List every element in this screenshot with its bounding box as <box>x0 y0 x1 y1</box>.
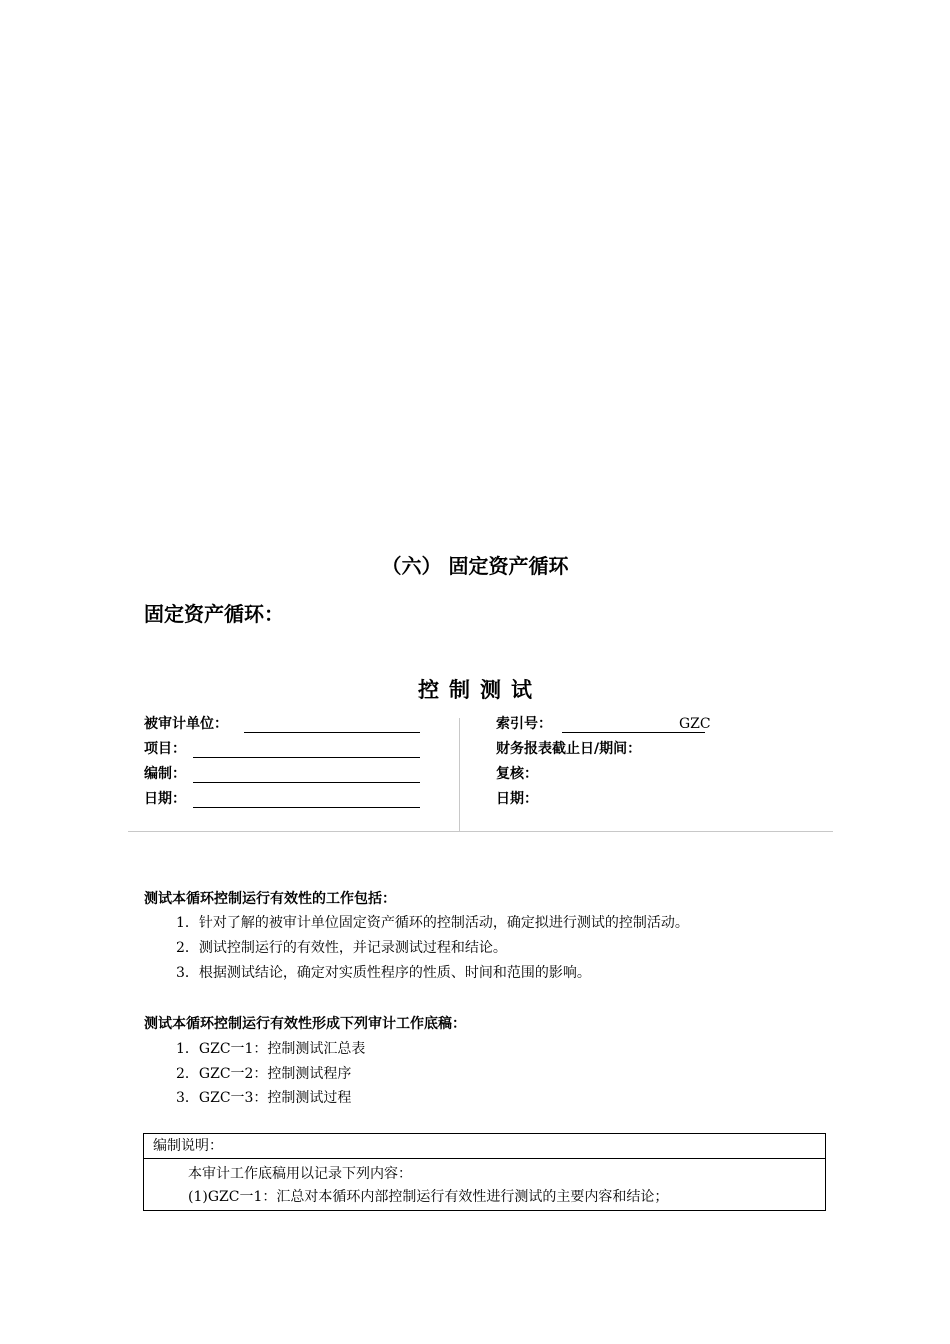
work-scope-item: 1．针对了解的被审计单位固定资产循环的控制活动，确定拟进行测试的控制活动。 <box>176 915 689 931</box>
workpaper-item: 1．GZC一1：控制测试汇总表 <box>176 1041 366 1057</box>
workpapers-heading: 测试本循环控制运行有效性形成下列审计工作底稿： <box>144 1016 466 1032</box>
section-title: （六） 固定资产循环 <box>381 554 569 578</box>
notes-heading: 编制说明： <box>144 1134 825 1159</box>
reviewer-label: 复核： <box>496 766 538 782</box>
header-divider-horizontal <box>128 831 833 832</box>
notes-line: (1)GZC一1：汇总对本循环内部控制运行有效性进行测试的主要内容和结论； <box>188 1189 669 1205</box>
date-line-left[interactable] <box>193 807 420 808</box>
notes-box <box>143 1133 826 1211</box>
work-scope-heading: 测试本循环控制运行有效性的工作包括： <box>144 891 396 907</box>
audited-unit-line[interactable] <box>244 732 420 733</box>
period-label: 财务报表截止日/期间： <box>496 741 642 757</box>
project-label: 项目： <box>144 741 186 757</box>
notes-line: 本审计工作底稿用以记录下列内容： <box>188 1166 412 1182</box>
workpaper-item: 2．GZC一2：控制测试程序 <box>176 1066 352 1082</box>
date-label-right: 日期： <box>496 791 538 807</box>
index-label: 索引号： <box>496 716 552 732</box>
prepared-by-label: 编制： <box>144 766 186 782</box>
sub-title: 固定资产循环： <box>144 602 284 626</box>
prepared-by-line[interactable] <box>193 782 420 783</box>
index-value: GZC <box>679 716 711 732</box>
date-label-left: 日期： <box>144 791 186 807</box>
audited-unit-label: 被审计单位： <box>144 716 228 732</box>
workpaper-item: 3．GZC一3：控制测试过程 <box>176 1090 352 1106</box>
project-line[interactable] <box>193 757 420 758</box>
work-scope-item: 3．根据测试结论，确定对实质性程序的性质、时间和范围的影响。 <box>176 965 591 981</box>
work-scope-item: 2．测试控制运行的有效性，并记录测试过程和结论。 <box>176 940 507 956</box>
header-divider-vertical <box>459 718 460 832</box>
main-title: 控制测试 <box>418 677 542 702</box>
